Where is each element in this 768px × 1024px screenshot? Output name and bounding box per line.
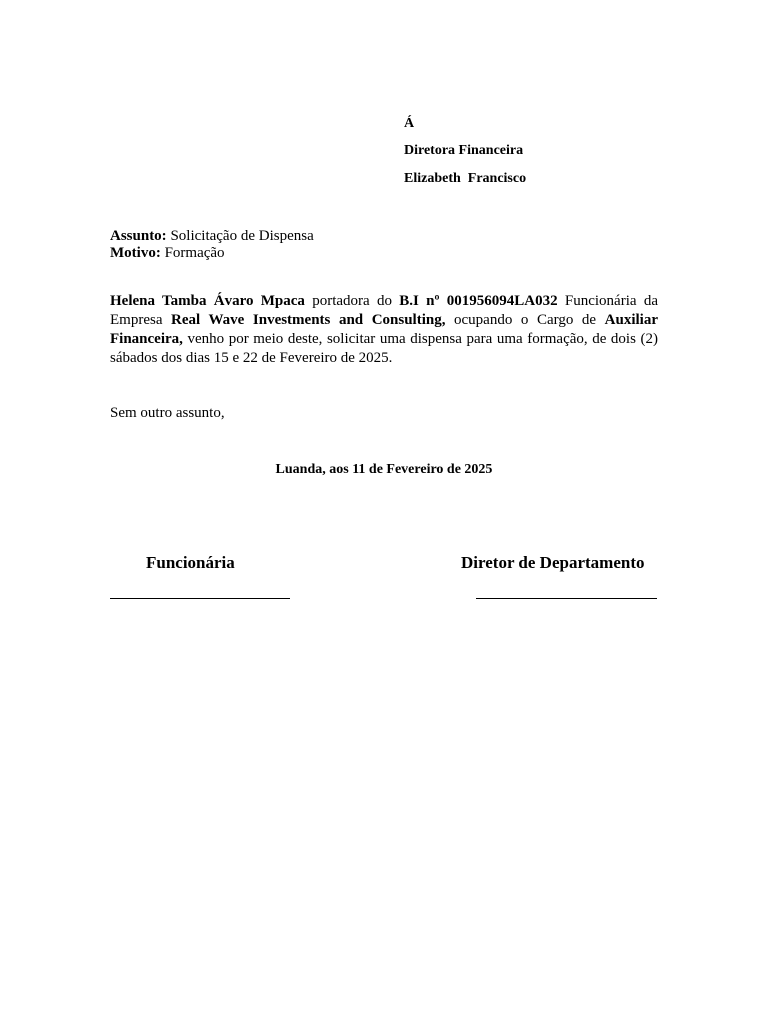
- reason-label: Motivo:: [110, 245, 161, 261]
- id-number: B.I nº 001956094LA032: [399, 293, 558, 309]
- recipient-name: Elizabeth Francisco: [404, 171, 527, 186]
- signature-employee-line: [110, 598, 290, 599]
- body-text-2: Funcionária da Empresa: [110, 293, 658, 328]
- signature-employee-title: Funcionária: [146, 553, 235, 572]
- reason-line: [110, 244, 225, 262]
- subject-value: Solicitação de Dispensa: [170, 228, 314, 244]
- closing-text: Sem outro assunto,: [110, 405, 225, 421]
- company-name: Real Wave Investments and Consulting,: [171, 312, 446, 328]
- recipient-prefix: Á: [404, 116, 415, 131]
- body-text-4: venho por meio deste, solicitar uma dispensa para uma formação, de dois (2) sábados dos dias 15 e 22 de Fevereiro de 2025.: [110, 331, 658, 366]
- employee-name: Helena Tamba Ávaro Mpaca: [110, 293, 305, 309]
- body-text-1: portadora do: [304, 293, 400, 309]
- job-position: Auxiliar Financeira,: [110, 312, 658, 347]
- letter-body: [110, 292, 658, 368]
- recipient-title: Diretora Financeira: [404, 143, 524, 158]
- body-text-3: ocupando o Cargo de: [445, 312, 605, 328]
- signature-director-line: [476, 598, 657, 599]
- subject-label: Assunto:: [110, 228, 167, 244]
- reason-value: Formação: [164, 245, 225, 261]
- subject-line: [110, 227, 314, 245]
- signature-director-title: Diretor de Departamento: [461, 553, 645, 572]
- place-date: Luanda, aos 11 de Fevereiro de 2025: [275, 462, 493, 477]
